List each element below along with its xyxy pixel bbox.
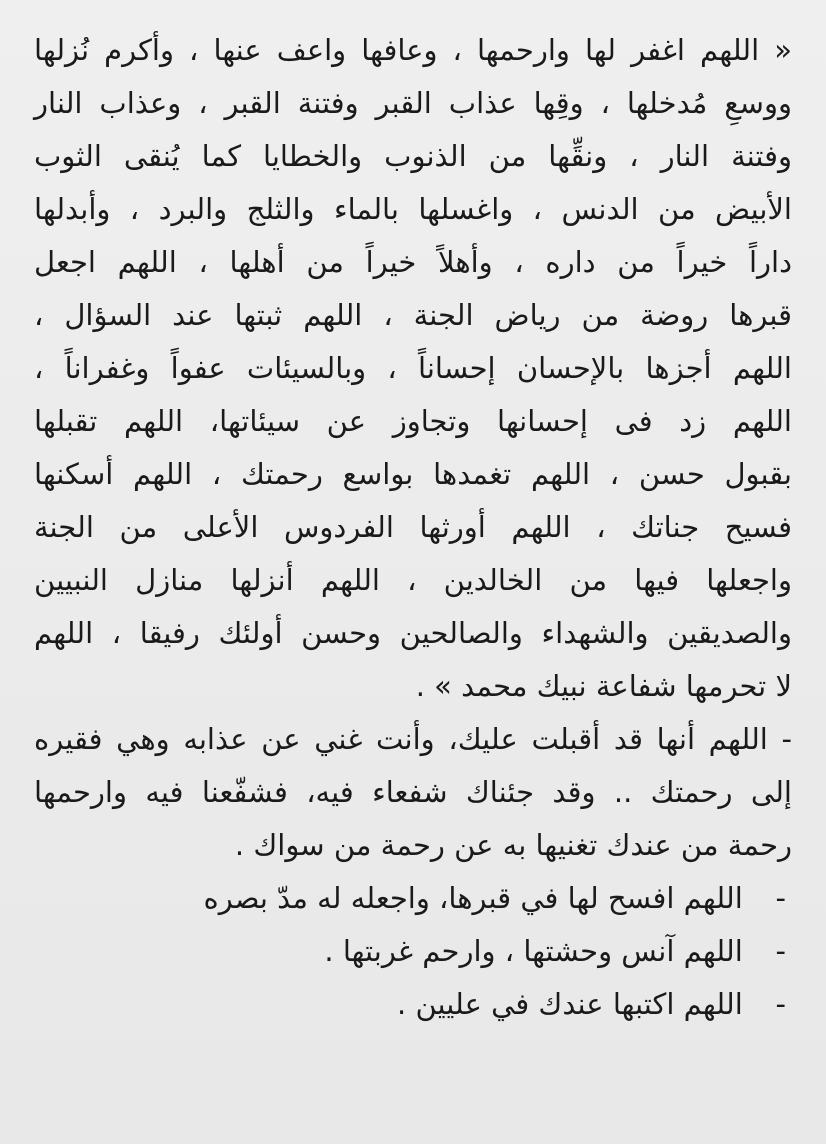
list-item-text: اللهم اكتبها عندك في عليين .	[397, 987, 743, 1021]
text-line: قبرها روضة من رياض الجنة ، اللهم ثبتها عند السؤال ،	[34, 298, 792, 332]
list-item-text: اللهم آنس وحشتها ، وارحم غربتها .	[324, 934, 743, 968]
text-line: فسيح جناتك ، اللهم أورثها الفردوس الأعلى من الجنة	[34, 510, 792, 544]
supplication-bullet-list	[34, 872, 792, 1031]
list-item	[34, 872, 792, 925]
text-line: رحمة من عندك تغنيها به عن رحمة من سواك .	[234, 828, 792, 862]
dash-bullet: -	[775, 934, 786, 968]
list-item-text: اللهم افسح لها في قبرها، واجعله له مدّ بصره	[203, 881, 743, 915]
dash-bullet: -	[775, 881, 786, 915]
text-line: الأبيض من الدنس ، واغسلها بالماء والثلج والبرد ، وأبدلها	[34, 192, 792, 226]
text-line: - اللهم أنها قد أقبلت عليك، وأنت غني عن عذابه وهي فقيره	[34, 722, 792, 756]
text-line: واجعلها فيها من الخالدين ، اللهم أنزلها منازل النبيين	[34, 563, 792, 597]
text-line: اللهم زد فى إحسانها وتجاوز عن سيئاتها، اللهم تقبلها	[34, 404, 792, 438]
text-line: « اللهم اغفر لها وارحمها ، وعافها واعف عنها ، وأكرم نُزلها	[34, 33, 792, 67]
text-line: والصديقين والشهداء والصالحين وحسن أولئك رفيقا ، اللهم	[34, 616, 792, 650]
list-item	[34, 978, 792, 1031]
dash-bullet: -	[775, 987, 786, 1021]
text-line: إلى رحمتك .. وقد جئناك شفعاء فيه، فشفّعنا فيه وارحمها	[34, 775, 792, 809]
list-item	[34, 925, 792, 978]
second-supplication-paragraph	[34, 713, 792, 872]
text-line: وفتنة النار ، ونقِّها من الذنوب والخطايا كما يُنقى الثوب	[34, 139, 792, 173]
main-supplication-paragraph	[34, 24, 792, 713]
text-line: لا تحرمها شفاعة نبيك محمد » .	[415, 669, 792, 703]
text-line: بقبول حسن ، اللهم تغمدها بواسع رحمتك ، اللهم أسكنها	[34, 457, 792, 491]
text-line: داراً خيراً من داره ، وأهلاً خيراً من أهلها ، اللهم اجعل	[34, 245, 792, 279]
text-line: اللهم أجزها بالإحسان إحساناً ، وبالسيئات عفواً وغفراناً ،	[34, 351, 792, 385]
text-line: ووسعِ مُدخلها ، وقِها عذاب القبر وفتنة القبر ، وعذاب النار	[34, 86, 792, 120]
